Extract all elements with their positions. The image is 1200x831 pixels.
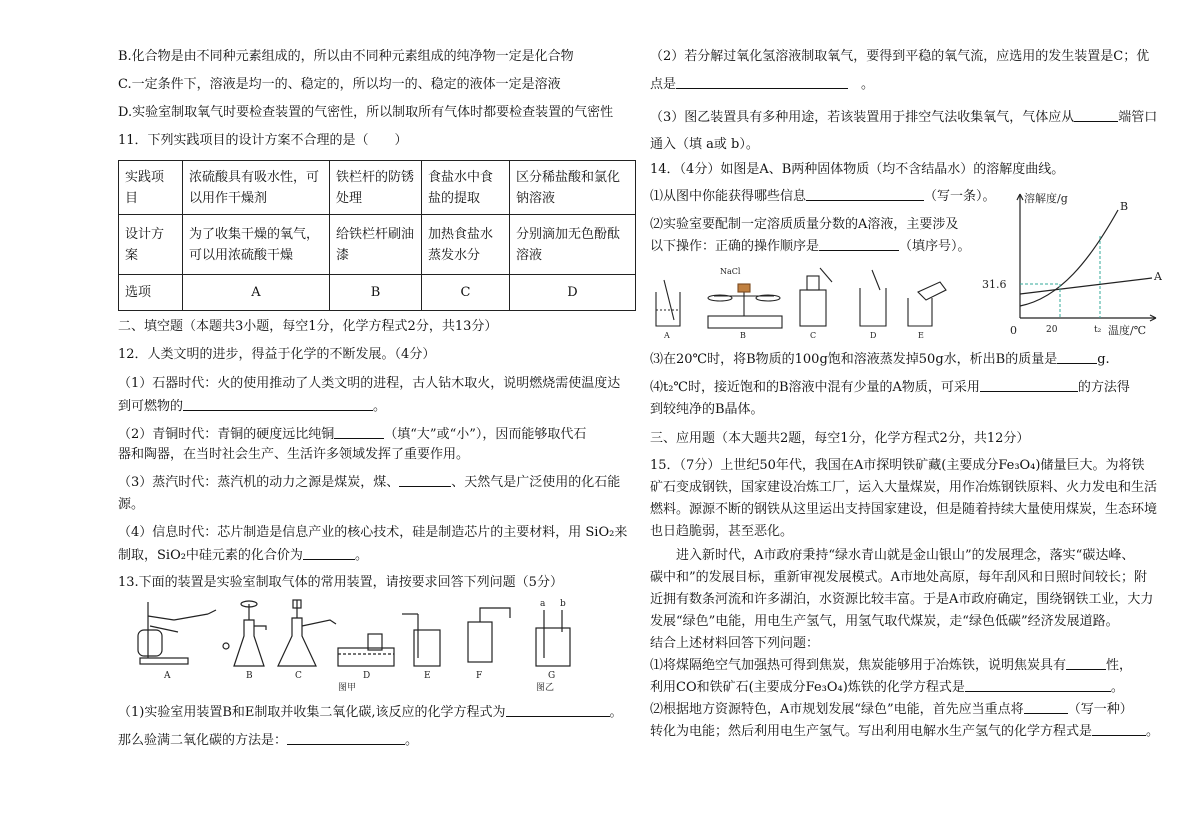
q13-part3-text: （3）图乙装置具有多种用途，若该装置用于排空气法收集氧气，气体应从: [650, 110, 1075, 125]
q15-para2-line: 发展“绿色”电能，用电生产氢气，用氢气取代煤炭，走“绿色低碳”经济发展道路。: [650, 614, 1119, 629]
q15-para1-line: 15．（7分）上世纪50年代，我国在A市探明铁矿藏(主要成分Fe₃O₄)储量巨大。为将铁: [650, 458, 1145, 473]
q15-part1-line1: [650, 657, 1132, 675]
table-cell: 浓硫酸具有吸水性，可以用作干燥剂: [183, 161, 330, 215]
q15-part2-line2: 转化为电能；然后利用电生产氢气。写出利用电解水生产氢气的化学方程式是 。: [650, 724, 1160, 739]
apparatus-c: [278, 600, 336, 666]
x-tick-label: t₂: [1094, 325, 1102, 335]
q12-part1-text: 到可燃物的: [118, 399, 184, 414]
answer-blank[interactable]: [1092, 723, 1146, 736]
q14-part1-tail: （写一条）。: [924, 189, 996, 204]
q13-part1-line1: （1)实验室用装置B和E制取并收集二氧化碳,该反应的化学方程式为 。: [118, 705, 623, 720]
q12-part3-line2: 源。: [118, 497, 145, 512]
question-13: 13.下面的装置是实验室制取气体的常用装置，请按要求回答下列问题（5分）: [118, 575, 563, 590]
apparatus-a: [138, 602, 216, 664]
answer-blank[interactable]: [506, 704, 610, 717]
fig-label: B: [246, 671, 253, 681]
apparatus-f: [468, 608, 510, 662]
q14-part4-line1: [650, 379, 1130, 397]
q15-part1-tail: 性，: [1106, 658, 1133, 673]
option-d: D.实验室制取氧气时要检查装置的气密性，所以制取所有气体时都要检查装置的气密性: [118, 105, 614, 120]
y-axis-label: 溶解度/g: [1024, 192, 1068, 205]
q14-part2-line2: [650, 238, 971, 256]
answer-blank[interactable]: [334, 426, 384, 439]
option-b: B.化合物是由不同种元素组成的，所以由不同种元素组成的纯净物一定是化合物: [118, 49, 574, 64]
q15-para1-line: 也日趋脆弱，甚至恶化。: [650, 524, 794, 539]
q12-part4-line1: （4）信息时代：芯片制造是信息产业的核心技术，硅是制造芯片的主要材料，用 SiO₂来: [118, 525, 628, 540]
q15-para2-line: 进入新时代，A市政府秉持“绿水青山就是金山银山”的发展理念，落实“碳达峰、: [650, 548, 1135, 563]
q12-part3-text: （3）蒸汽时代：蒸汽机的动力之源是煤炭，煤、: [118, 475, 400, 490]
fig-label: D: [363, 671, 371, 681]
q12-part3-line1: [118, 474, 620, 492]
q15-part1-tail2: 。: [1110, 680, 1124, 695]
q13-part3-tail: 端管口: [1118, 110, 1158, 125]
apparatus-b: [223, 601, 266, 666]
q15-para2-line: 碳中和”的发展目标，重新审视发展模式。A市地处高原，每年刮风和日照时间较长；附: [650, 570, 1148, 585]
op-d-beaker: [860, 270, 886, 326]
table-cell: 给铁栏杆刷油漆: [330, 215, 422, 275]
apparatus-e: [402, 614, 440, 666]
fig-caption: 图甲: [338, 683, 357, 692]
fig-label: E: [424, 671, 431, 681]
q15-part1-line2: [650, 679, 1124, 697]
question-12: 12．人类文明的进步，得益于化学的不断发展。（4分）: [118, 347, 436, 362]
q14-part2-text: 以下操作：正确的操作顺序是: [650, 239, 820, 254]
apparatus-figure: [118, 596, 638, 692]
fig-caption: 图乙: [536, 683, 555, 692]
option-cell: B: [330, 275, 422, 311]
apparatus-d: [338, 634, 394, 666]
q12-part2-line2: 器和陶器，在当时社会生产、生活许多领域发挥了重要作用。: [118, 447, 470, 462]
q12-part4-text: 制取，SiO₂中硅元素的化合价为: [118, 548, 303, 563]
q14-part2-line1: ⑵实验室要配制一定溶质质量分数的A溶液，主要涉及: [650, 217, 959, 232]
q13-part1-line2: 那么验满二氧化碳的方法是： 。: [118, 733, 419, 748]
table-row: [119, 215, 636, 275]
x-axis-label: 温度/℃: [1108, 324, 1147, 337]
q12-part3-tail: 、天然气是广泛使用的化石能: [451, 475, 621, 490]
answer-blank[interactable]: [287, 732, 405, 745]
q14-part1: [650, 188, 996, 206]
operations-figure: [650, 262, 950, 342]
apparatus-g: [536, 610, 570, 666]
q15-part2-text: ⑵根据地方资源特色，A市规划发展“绿色”电能，首先应当重点将: [650, 702, 1024, 717]
op-label: B: [740, 331, 746, 340]
op-label: E: [918, 331, 924, 340]
q15-part1-text2: 利用CO和铁矿石(主要成分Fe₃O₄)炼铁的化学方程式是: [650, 680, 965, 695]
y-value-label: 31.6: [982, 278, 1007, 291]
op-label: D: [870, 331, 877, 340]
table-row: [119, 161, 636, 215]
row-label: 选项: [119, 275, 183, 311]
op-label: A: [664, 331, 670, 340]
q14-part1-text: ⑴从图中你能获得哪些信息: [650, 189, 807, 204]
series-label-a: A: [1154, 270, 1162, 283]
table-cell: 铁栏杆的防锈处理: [330, 161, 422, 215]
answer-blank[interactable]: [399, 474, 451, 487]
q12-part2-text: （2）青铜时代：青铜的硬度远比纯铜: [118, 427, 335, 442]
q14-part3-text: ⑶在20℃时，将B物质的100g饱和溶液蒸发掉50g水，析出B的质量是: [650, 352, 1058, 367]
fig-label: A: [164, 671, 171, 681]
series-label-b: B: [1120, 200, 1129, 213]
fig-label: F: [476, 671, 483, 681]
table-cell: 区分稀盐酸和氯化钠溶液: [510, 161, 636, 215]
q12-part1-line1: （1）石器时代：火的使用推动了人类文明的进程，古人钻木取火，说明燃烧需使温度达: [118, 376, 621, 391]
q14-part4-text: ⑷t₂℃时，接近饱和的B溶液中混有少量的A物质，可采用: [650, 380, 980, 395]
option-c: C.一定条件下，溶液是均一的、稳定的，所以均一的、稳定的液体一定是溶液: [118, 77, 561, 92]
origin-label: 0: [1010, 324, 1017, 337]
op-a-beaker: [656, 280, 680, 326]
answer-blank[interactable]: [1024, 701, 1068, 714]
q12-part1-line2: 到可燃物的 。: [118, 399, 387, 414]
port-label: b: [560, 599, 566, 609]
q15-para2-line: 近拥有数条河流和许多湖泊，水资源比较丰富。于是A市政府确定，围绕钢铁工业，大力: [650, 592, 1154, 607]
op-label: C: [810, 331, 817, 340]
q12-part2-line1: [118, 426, 586, 444]
q15-para1-line: 矿石变成钢铁，国家建设冶炼工厂，运入大量煤炭，用作冶炼钢铁原料、火力发电和生活: [650, 480, 1158, 495]
q14-part3: [650, 351, 1110, 369]
q11-table: [118, 160, 636, 311]
op-b-balance: [708, 284, 782, 328]
q15-intro: 结合上述材料回答下列问题：: [650, 636, 820, 651]
table-cell: 为了收集干燥的氧气，可以用浓硫酸干燥: [183, 215, 330, 275]
curve-a: [1020, 278, 1152, 294]
op-c-bottle: [800, 268, 832, 326]
answer-blank[interactable]: [676, 76, 848, 89]
nacl-label: NaCl: [720, 267, 741, 276]
fig-label: C: [295, 671, 302, 681]
q12-part2-tail: （填“大”或“小”），因而能够取代石: [384, 427, 587, 442]
answer-blank[interactable]: [819, 238, 899, 251]
curve-b: [1020, 210, 1118, 306]
table-cell: 加热食盐水蒸发水分: [422, 215, 510, 275]
answer-blank[interactable]: [1066, 657, 1106, 670]
q14-part4-tail: 的方法得: [1077, 380, 1130, 395]
row-label: 设计方案: [119, 215, 183, 275]
x-tick-label: 20: [1046, 325, 1058, 335]
q15-para1-line: 燃料。源源不断的钢铁从这里运出支持国家建设，但是随着持续大量使用煤炭，生态环境: [650, 502, 1158, 517]
q13-part1-text: （1)实验室用装置B和E制取并收集二氧化碳,该反应的化学方程式为: [118, 705, 506, 720]
port-label: a: [540, 599, 546, 609]
q15-part2-line1: [650, 701, 1133, 719]
answer-blank[interactable]: [1057, 351, 1097, 364]
answer-blank[interactable]: [303, 547, 355, 560]
answer-blank[interactable]: [980, 379, 1078, 392]
op-e-pour: [908, 282, 946, 326]
q13-part3-line1: [650, 109, 1157, 127]
answer-blank[interactable]: [1074, 109, 1118, 122]
q15-part2-text2: 转化为电能；然后利用电生产氢气。写出利用电解水生产氢气的化学方程式是: [650, 724, 1093, 739]
fig-label: G: [548, 671, 556, 681]
q13-part2-line1: （2）若分解过氧化氢溶液制取氧气，要得到平稳的氧气流，应选用的发生装置是C；优: [650, 49, 1150, 64]
table-row: [119, 275, 636, 311]
answer-blank[interactable]: [806, 188, 924, 201]
option-cell: D: [510, 275, 636, 311]
table-cell: 食盐水中食盐的提取: [422, 161, 510, 215]
option-cell: C: [422, 275, 510, 311]
answer-blank[interactable]: [965, 679, 1111, 692]
q14-part3-tail: g.: [1097, 352, 1110, 367]
section-2-heading: 二、填空题（本题共3小题，每空1分，化学方程式2分，共13分）: [118, 319, 498, 334]
q15-part2-tail: （写一种）: [1067, 702, 1133, 717]
row-label: 实践项目: [119, 161, 183, 215]
table-cell: 分别滴加无色酚酞溶液: [510, 215, 636, 275]
answer-blank[interactable]: [183, 398, 373, 411]
q13-part2-text: 点是: [650, 77, 677, 92]
q13-part2-line2: 点是 。: [650, 77, 875, 92]
q14-part4-line2: 到较纯净的B晶体。: [650, 402, 764, 417]
q14-part2-tail: （填序号）。: [899, 239, 971, 254]
q12-part4-line2: 制取，SiO₂中硅元素的化合价为 。: [118, 548, 368, 563]
question-11: 11．下列实践项目的设计方案不合理的是（ ）: [118, 133, 408, 148]
q15-part1-text: ⑴将煤隔绝空气加强热可得到焦炭，焦炭能够用于冶炼铁，说明焦炭具有: [650, 658, 1067, 673]
question-14: 14．（4分）如图是A、B两种固体物质（均不含结晶水）的溶解度曲线。: [650, 162, 1065, 177]
section-3-heading: 三、应用题（本大题共2题，每空1分，化学方程式2分，共12分）: [650, 431, 1030, 446]
q13-part3-line2: 通入（填 a或 b）。: [650, 137, 759, 152]
q13-part1-text2: 那么验满二氧化碳的方法是：: [118, 733, 288, 748]
solubility-graph: [980, 188, 1162, 338]
option-cell: A: [183, 275, 330, 311]
